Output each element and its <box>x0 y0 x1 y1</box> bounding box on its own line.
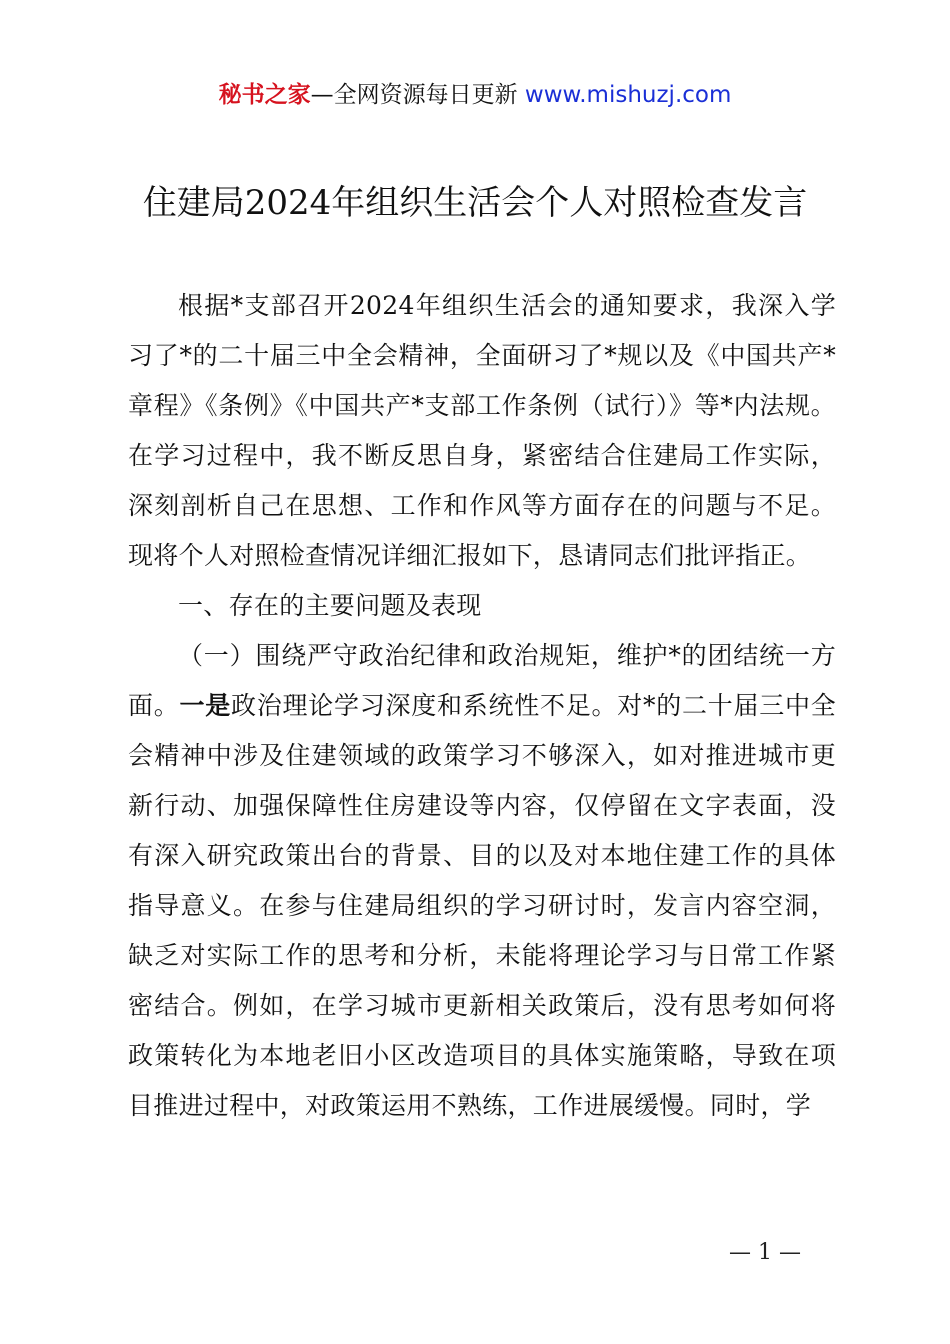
point-label: 一是 <box>179 691 231 720</box>
header-tagline: —全网资源每日更新 <box>310 82 525 108</box>
subsection-paragraph <box>128 631 836 1131</box>
site-url-link[interactable]: www.mishuzj.com <box>524 82 732 108</box>
point-text: 政治理论学习深度和系统性不足。对*的二十届三中全会精神中涉及住建领域的政策学习不够深入，如对推进城市更新行动、加强保障性住房建设等内容，仅停留在文字表面，没有深入研究政策出台的背景、目的以及对本地住建工作的具体指导意义。在参与住建局组织的学习研讨时，发言内容空洞，缺乏对实际工作的思考和分析，未能将理论学习与日常工作紧密结合。例如，在学习城市更新相关政策后，没有思考如何将政策转化为本地老旧小区改造项目的具体实施策略，导致在项目推进过程中，对政策运用不熟练，工作进展缓慢。同时，学 <box>128 691 836 1120</box>
section-heading: 一、存在的主要问题及表现 <box>178 591 482 620</box>
intro-paragraph: 根据*支部召开2024年组织生活会的通知要求，我深入学习了*的二十届三中全会精神，全面研习了*规以及《中国共产*章程》《条例》《中国共产*支部工作条例（试行）》等*内法规。在学习过程中，我不断反思自身，紧密结合住建局工作实际，深刻剖析自己在思想、工作和作风等方面存在的问题与不足。现将个人对照检查情况详细汇报如下，恳请同志们批评指正。 <box>128 291 836 570</box>
subsection-heading: （一）围绕严守政治纪律和政治规矩，维护*的团结统一方面。 <box>128 641 836 720</box>
site-header <box>0 80 950 110</box>
brand-name: 秘书之家 <box>218 82 311 108</box>
page-number: — 1 — <box>729 1240 801 1265</box>
document-body <box>128 281 836 1131</box>
document-title: 住建局2024年组织生活会个人对照检查发言 <box>142 183 808 223</box>
